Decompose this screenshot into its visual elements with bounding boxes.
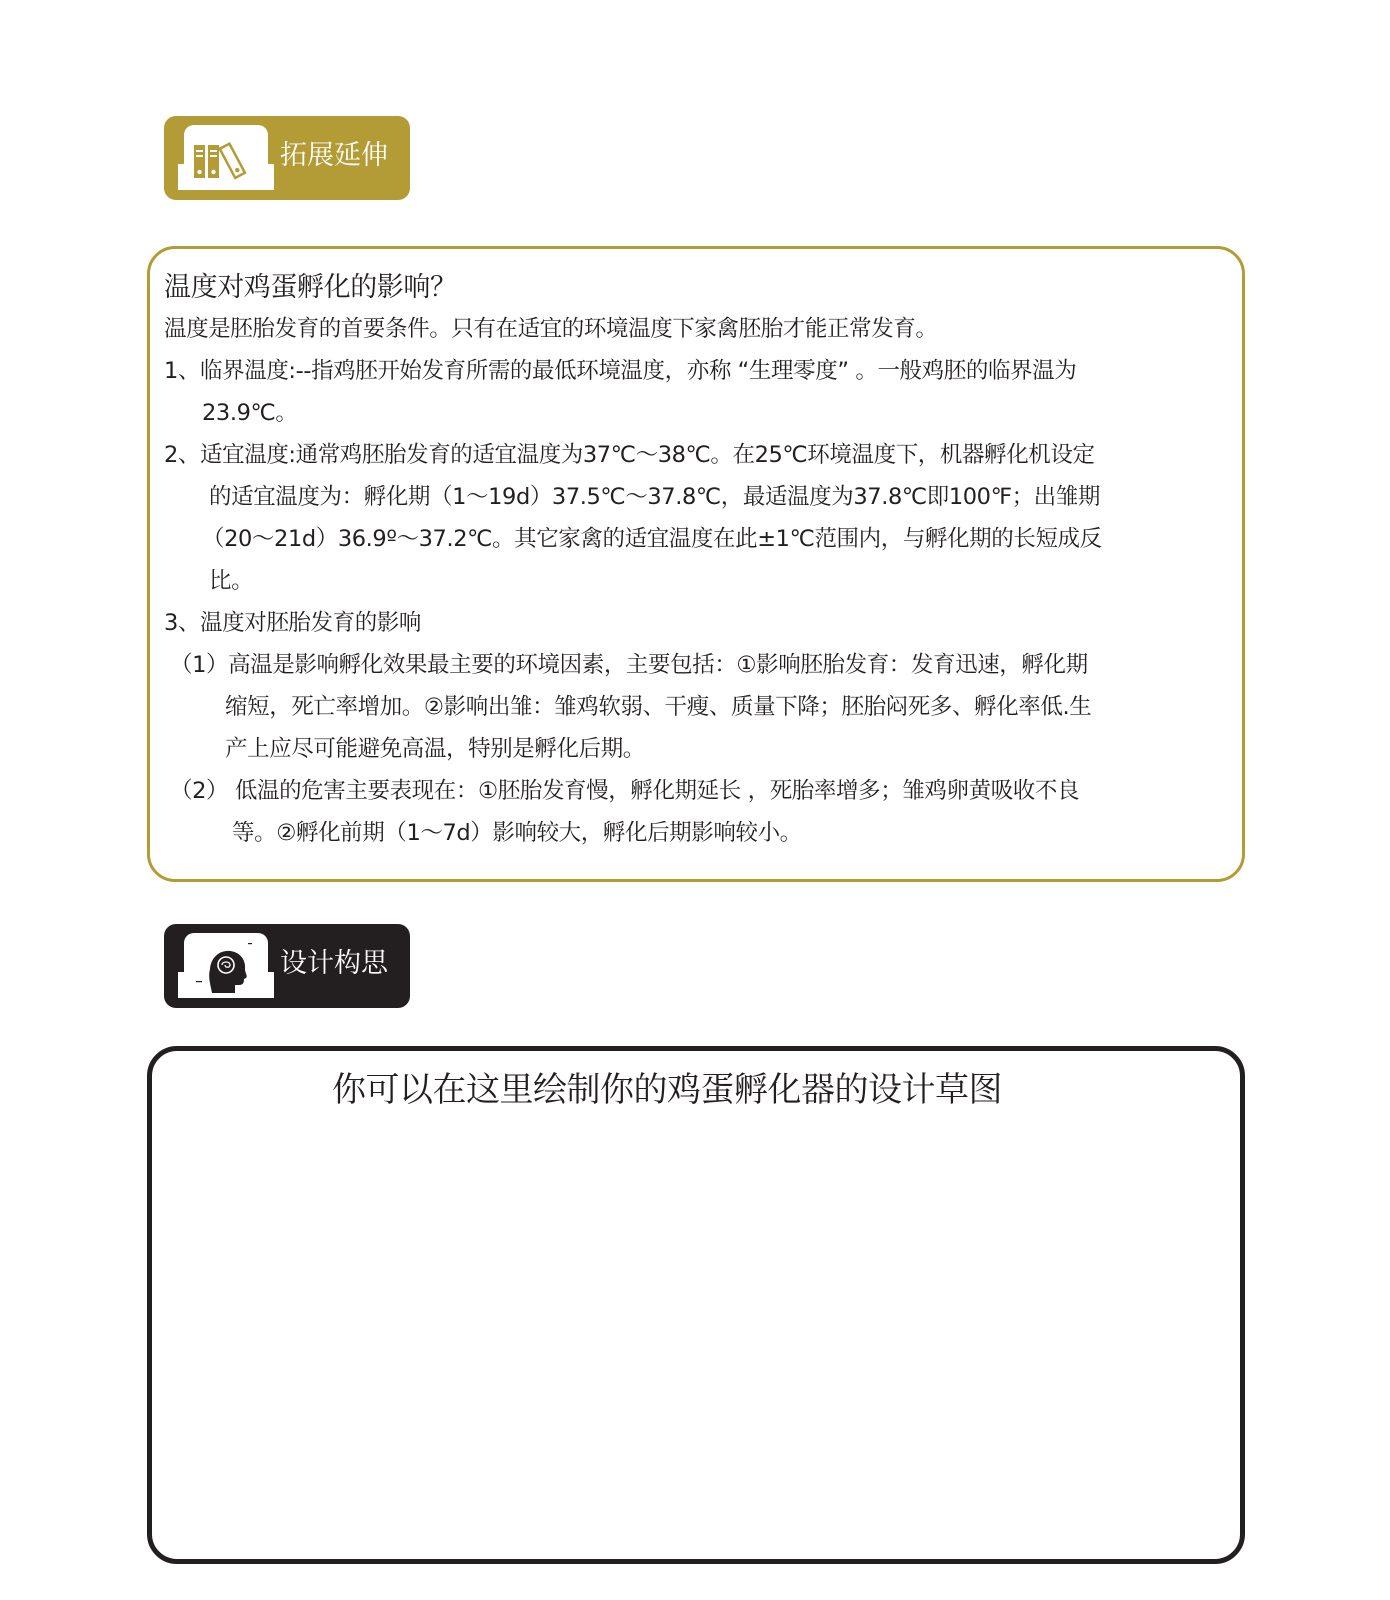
design-header-badge <box>164 924 410 1008</box>
design-prompt: 你可以在这里绘制你的鸡蛋孵化器的设计草图 <box>332 1070 1002 1110</box>
item2-line3: （20～21d）36.9º～37.2℃。其它家禽的适宜温度在此±1℃范围内，与孵化期的长短成反 <box>202 526 1102 552</box>
design-sketch-area[interactable] <box>147 1046 1245 1564</box>
item2-line1: 2、适宜温度:通常鸡胚胎发育的适宜温度为37℃～38℃。在25℃环境温度下，机器孵化机设定 <box>164 442 1095 468</box>
item1-line1: 1、临界温度:--指鸡胚开始发育所需的最低环境温度，亦称 “生理零度” 。一般鸡胚的临界温为 <box>164 358 1077 384</box>
thinking-head-icon <box>188 937 264 997</box>
sub2-line2: 等。②孵化前期（1～7d）影响较大，孵化后期影响较小。 <box>232 820 802 846</box>
extension-header-badge <box>164 116 410 200</box>
design-header-label: 设计构思 <box>280 948 388 979</box>
item2-line4: 比。 <box>209 568 254 594</box>
extension-title: 温度对鸡蛋孵化的影响？ <box>164 272 457 303</box>
extension-content <box>164 264 1249 854</box>
item2-line2: 的适宜温度为：孵化期（1～19d）37.5℃～37.8℃，最适温度为37.8℃即100℉；出雏期 <box>209 484 1100 510</box>
books-icon <box>188 129 264 189</box>
extension-header-label: 拓展延伸 <box>280 140 388 171</box>
sub1-line2: 缩短，死亡率增加。②影响出雏：雏鸡软弱、干瘦、质量下降；胚胎闷死多、孵化率低.生 <box>225 694 1092 720</box>
sub2-line1: （2） 低温的危害主要表现在：①胚胎发育慢，孵化期延长 ，死胎率增多；雏鸡卵黄吸收不良 <box>170 778 1080 804</box>
sub1-line1: （1）高温是影响孵化效果最主要的环境因素，主要包括：①影响胚胎发育：发育迅速，孵化期 <box>170 652 1088 678</box>
sub1-line3: 产上应尽可能避免高温，特别是孵化后期。 <box>225 736 645 762</box>
item3-title: 3、温度对胚胎发育的影响 <box>164 610 422 636</box>
item1-line2: 23.9℃。 <box>202 400 298 426</box>
extension-intro: 温度是胚胎发育的首要条件。只有在适宜的环境温度下家禽胚胎才能正常发育。 <box>164 316 938 342</box>
